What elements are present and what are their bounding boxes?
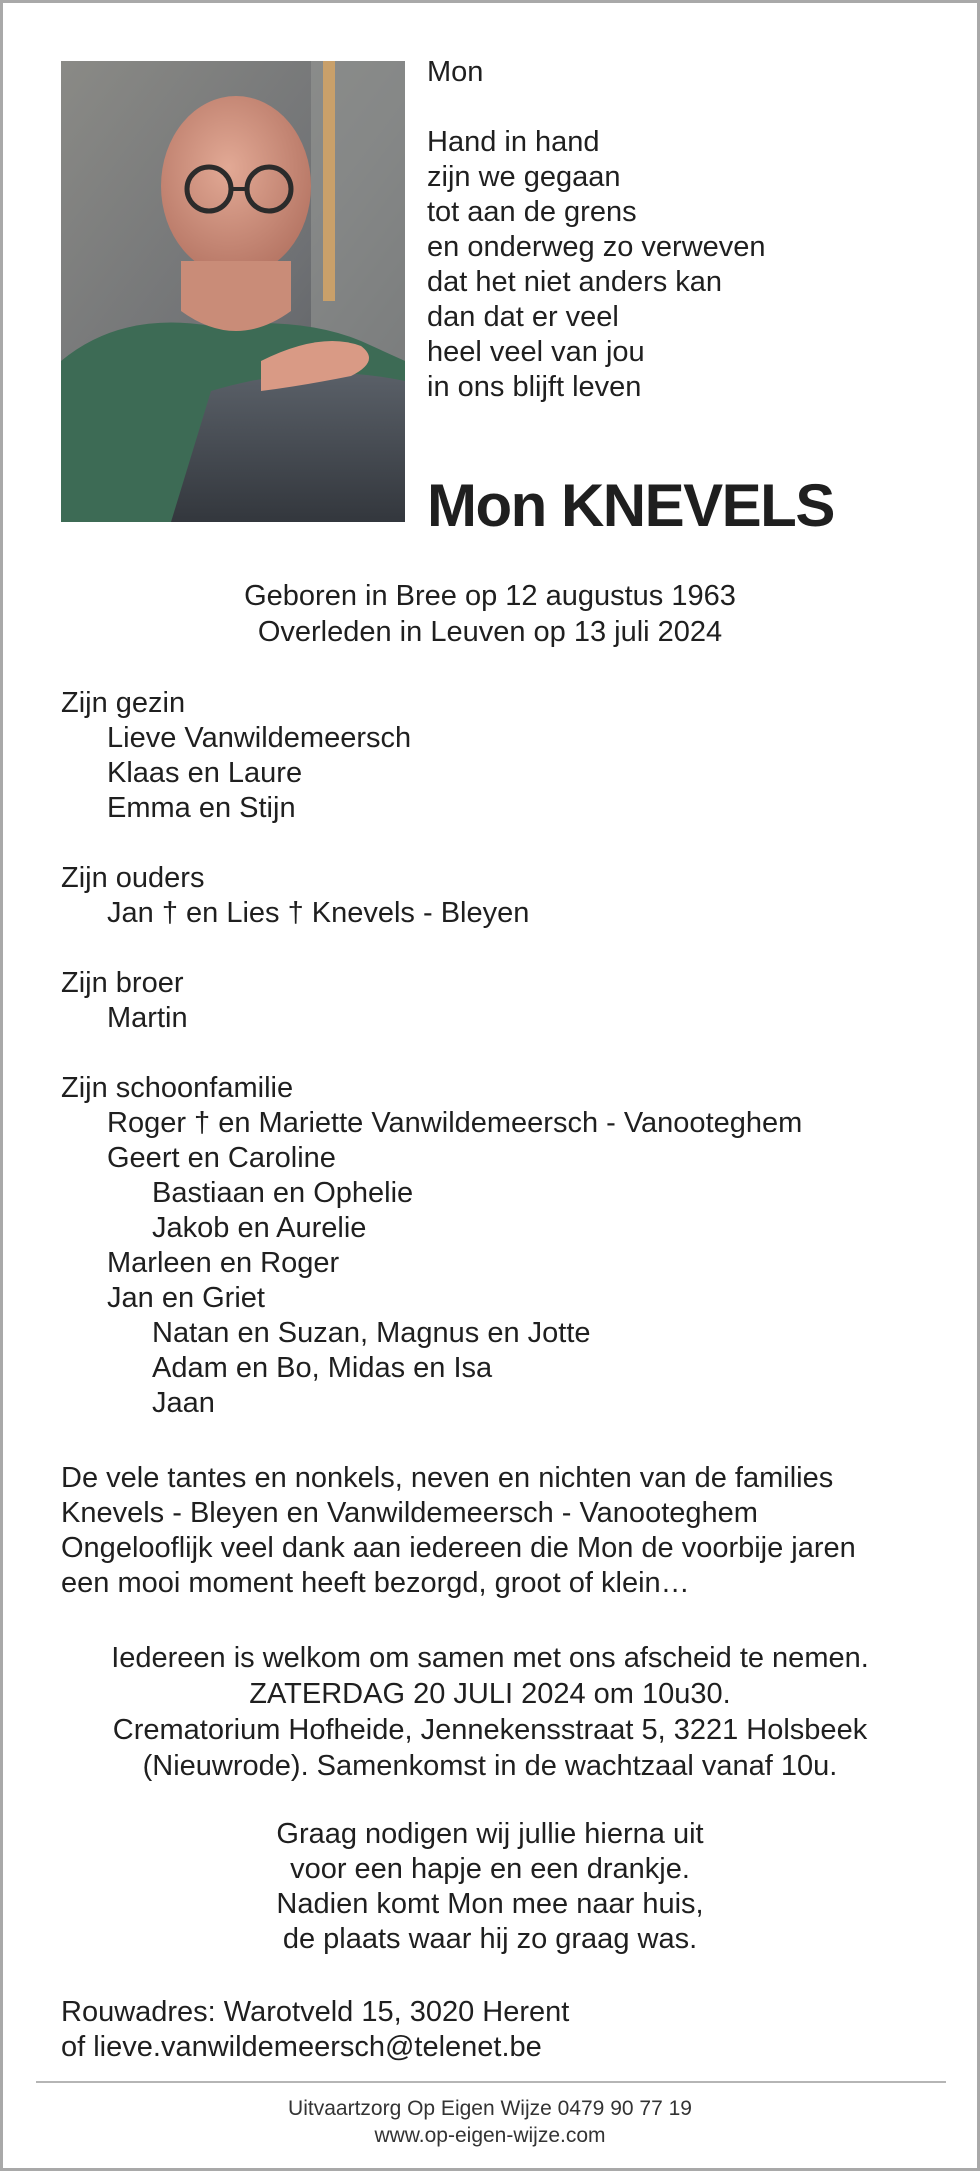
- poem-line: in ons blijft leven: [427, 371, 642, 403]
- funeral-home-footer: [3, 2095, 977, 2149]
- family-heading-ouders: Zijn ouders: [61, 862, 205, 894]
- family-member: Marleen en Roger: [107, 1247, 340, 1279]
- family-member: Jan en Griet: [107, 1282, 265, 1314]
- section-spacer: [61, 931, 802, 966]
- ceremony-line: Iedereen is welkom om samen met ons afscheid te nemen.: [111, 1642, 869, 1674]
- poem-line: Hand in hand: [427, 126, 600, 158]
- poem-title: Mon: [427, 56, 484, 88]
- family-member: Jaan: [152, 1387, 215, 1419]
- family-heading-schoonfamilie: Zijn schoonfamilie: [61, 1072, 294, 1104]
- relatives-line: De vele tantes en nonkels, neven en nichten van de families: [61, 1462, 834, 1494]
- poem-line: zijn we gegaan: [427, 161, 621, 193]
- ceremony-info: [3, 1640, 977, 1784]
- poem-line: dan dat er veel: [427, 301, 619, 333]
- condolence-address: [61, 1995, 569, 2065]
- invitation-line: Graag nodigen wij jullie hierna uit: [276, 1818, 704, 1850]
- birth-date: Geboren in Bree op 12 augustus 1963: [244, 580, 736, 612]
- family-member: Natan en Suzan, Magnus en Jotte: [152, 1317, 591, 1349]
- life-dates: [3, 578, 977, 650]
- section-spacer: [61, 1036, 802, 1071]
- ceremony-line: (Nieuwrode). Samenkomst in de wachtzaal vanaf 10u.: [142, 1750, 838, 1782]
- thanks-line: Ongelooflijk veel dank aan iedereen die Mon de voorbije jaren: [61, 1532, 856, 1564]
- portrait-illustration: [61, 61, 405, 522]
- invitation-line: voor een hapje en een drankje.: [290, 1853, 690, 1885]
- family-member: Emma en Stijn: [107, 792, 296, 824]
- thanks-line: een mooi moment heeft bezorgd, groot of klein…: [61, 1567, 690, 1599]
- relatives-and-thanks: [61, 1461, 856, 1601]
- poem-line: heel veel van jou: [427, 336, 645, 368]
- poem: [427, 55, 766, 405]
- deceased-name: Mon KNEVELS: [427, 472, 834, 539]
- poem-spacer: [427, 90, 766, 125]
- family-list: [61, 686, 802, 1421]
- ceremony-location: Crematorium Hofheide, Jennekensstraat 5, 3221 Holsbeek: [112, 1714, 868, 1746]
- family-member: Lieve Vanwildemeersch: [107, 722, 412, 754]
- ceremony-date: ZATERDAG 20 JULI 2024 om 10u30.: [249, 1678, 731, 1710]
- section-spacer: [61, 826, 802, 861]
- contact-email[interactable]: of lieve.vanwildemeersch@telenet.be: [61, 2031, 542, 2063]
- family-heading-broer: Zijn broer: [61, 967, 184, 999]
- invitation-line: Nadien komt Mon mee naar huis,: [276, 1888, 704, 1920]
- family-member: Adam en Bo, Midas en Isa: [152, 1352, 493, 1384]
- family-member: Roger † en Mariette Vanwildemeersch - Vanooteghem: [107, 1107, 803, 1139]
- family-heading-gezin: Zijn gezin: [61, 687, 186, 719]
- family-member: Klaas en Laure: [107, 757, 303, 789]
- family-member: Jakob en Aurelie: [152, 1212, 367, 1244]
- relatives-line: Knevels - Bleyen en Vanwildemeersch - Vanooteghem: [61, 1497, 758, 1529]
- poem-line: en onderweg zo verweven: [427, 231, 766, 263]
- death-date: Overleden in Leuven op 13 juli 2024: [257, 616, 723, 648]
- family-member: Jan † en Lies † Knevels - Bleyen: [107, 897, 530, 929]
- family-member: Bastiaan en Ophelie: [152, 1177, 414, 1209]
- mourning-address: Rouwadres: Warotveld 15, 3020 Herent: [61, 1996, 570, 2028]
- family-member: Martin: [107, 1002, 188, 1034]
- funeral-home-name: Uitvaartzorg Op Eigen Wijze 0479 90 77 19: [288, 2097, 692, 2120]
- family-member: Geert en Caroline: [107, 1142, 336, 1174]
- footer-divider: [36, 2081, 946, 2083]
- invitation-line: de plaats waar hij zo graag was.: [282, 1923, 698, 1955]
- portrait-photo: [61, 61, 405, 522]
- poem-line: tot aan de grens: [427, 196, 637, 228]
- funeral-home-website[interactable]: www.op-eigen-wijze.com: [374, 2124, 606, 2147]
- poem-line: dat het niet anders kan: [427, 266, 723, 298]
- invitation: [3, 1817, 977, 1957]
